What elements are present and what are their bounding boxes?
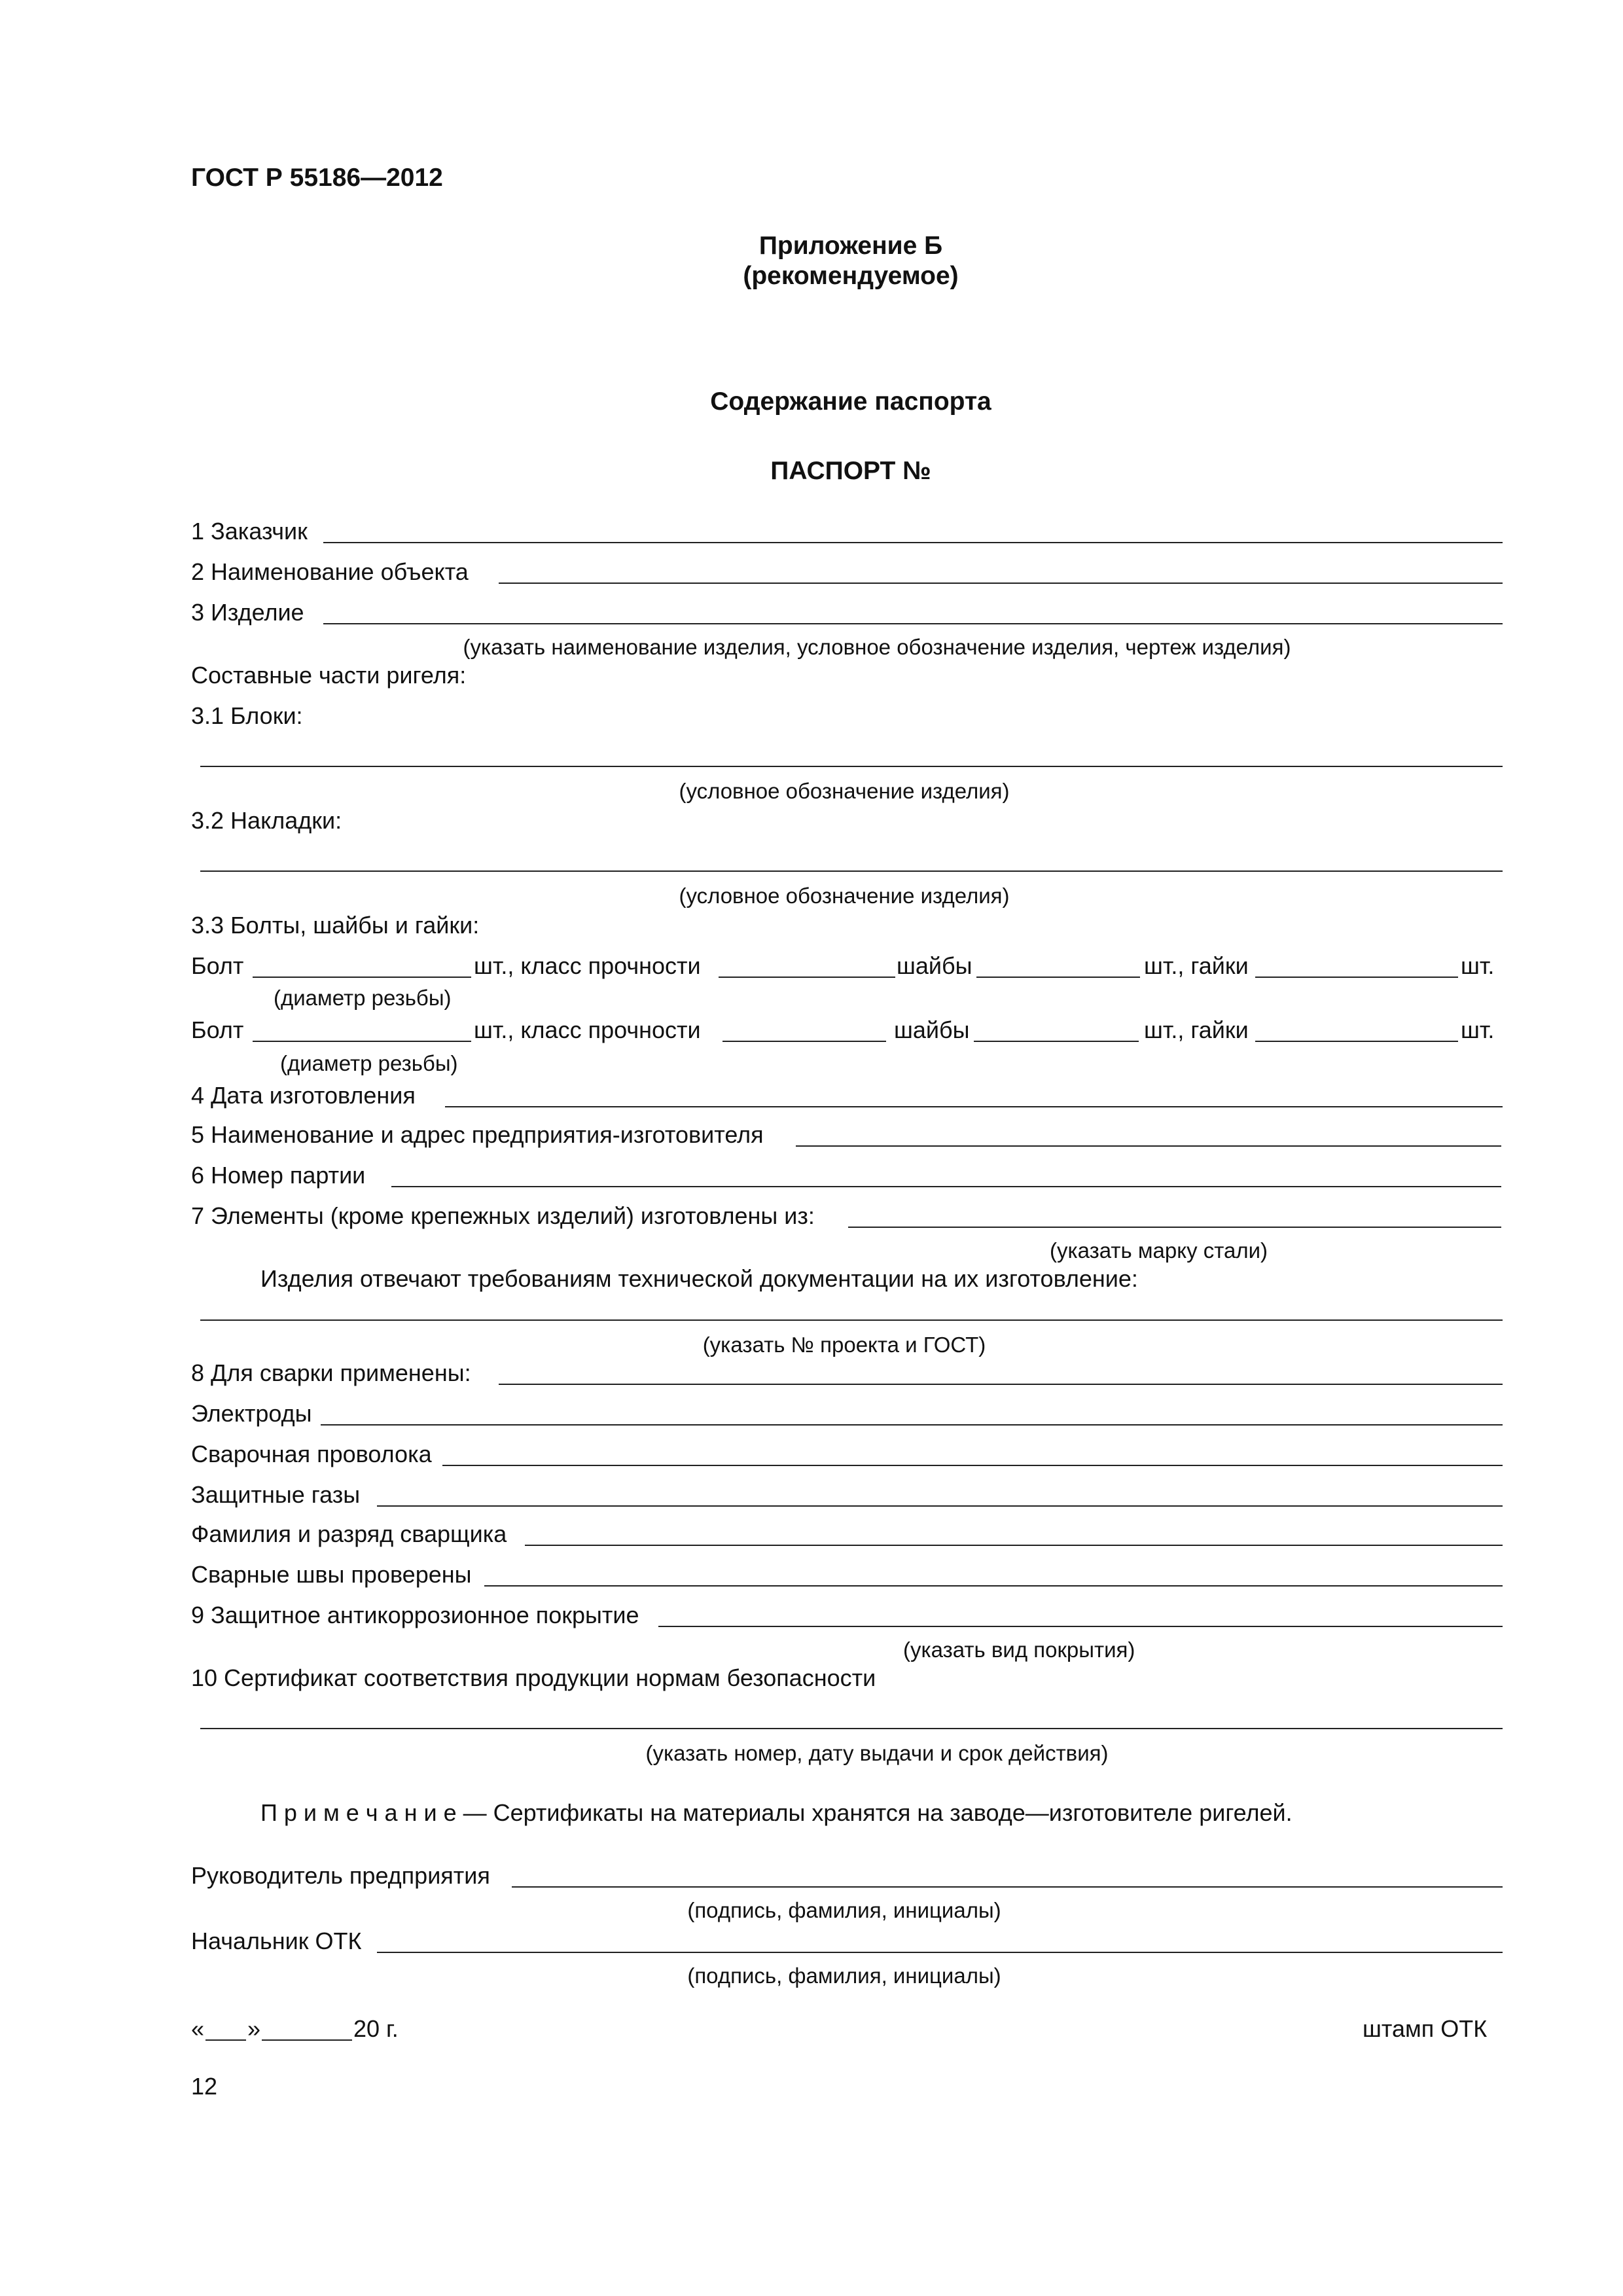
passport-title: ПАСПОРТ №: [770, 457, 931, 485]
note-text: — Сертификаты на материалы хранятся на заводе—изготовителе ригелей.: [456, 1799, 1293, 1826]
head-label: Руководитель предприятия: [191, 1862, 490, 1889]
field-date-line[interactable]: [445, 1106, 1503, 1107]
date-year: 20 г.: [353, 2015, 399, 2042]
bolt-pcs-class-1: шт., класс прочности: [474, 952, 701, 979]
field-plates-hint: (условное обозначение изделия): [679, 884, 1010, 908]
conformity-hint: (указать № проекта и ГОСТ): [702, 1333, 986, 1357]
field-object-line[interactable]: [499, 583, 1503, 584]
field-batch-label: 6 Номер партии: [191, 1162, 366, 1189]
field-wire-line[interactable]: [442, 1465, 1503, 1466]
field-electrodes-line[interactable]: [321, 1424, 1503, 1426]
field-product-line[interactable]: [323, 623, 1503, 624]
bolt-diameter-line-2[interactable]: [253, 1041, 471, 1042]
nuts-pcs-2: шт.: [1461, 1016, 1495, 1043]
field-coating-hint: (указать вид покрытия): [903, 1638, 1135, 1662]
conformity-text: Изделия отвечают требованиям технической документации на их изготовление:: [260, 1265, 1138, 1292]
field-gases-line[interactable]: [377, 1505, 1503, 1507]
bolt-diameter-hint-2: (диаметр резьбы): [280, 1051, 458, 1075]
bolt-class-line-2[interactable]: [722, 1041, 886, 1042]
appendix-status: (рекомендуемое): [743, 262, 959, 290]
field-batch-line[interactable]: [391, 1186, 1501, 1187]
date-day-line[interactable]: [205, 2039, 246, 2041]
nuts-pcs-1: шт.: [1461, 952, 1495, 979]
field-plates-label: 3.2 Накладки:: [191, 807, 342, 834]
field-manufacturer-label: 5 Наименование и адрес предприятия-изготовителя: [191, 1121, 764, 1148]
field-blocks-line[interactable]: [200, 766, 1503, 767]
field-certificate-line[interactable]: [200, 1728, 1503, 1729]
date-quote-close: »: [247, 2015, 261, 2042]
nuts-line-2[interactable]: [1255, 1041, 1458, 1042]
date-month-line[interactable]: [262, 2039, 352, 2041]
nuts-label-2: шт., гайки: [1144, 1016, 1249, 1043]
note: [260, 1801, 1293, 1825]
head-hint: (подпись, фамилия, инициалы): [687, 1898, 1001, 1922]
conformity-line[interactable]: [200, 1319, 1503, 1321]
bolt-pcs-class-2: шт., класс прочности: [474, 1016, 701, 1043]
field-blocks-hint: (условное обозначение изделия): [679, 779, 1010, 803]
field-welding-line[interactable]: [499, 1384, 1503, 1385]
field-gases-label: Защитные газы: [191, 1481, 361, 1508]
field-welding-label: 8 Для сварки применены:: [191, 1359, 471, 1386]
head-signature-line[interactable]: [512, 1886, 1503, 1888]
qc-hint: (подпись, фамилия, инициалы): [687, 1964, 1001, 1988]
field-coating-label: 9 Защитное антикоррозионное покрытие: [191, 1602, 639, 1628]
field-object-label: 2 Наименование объекта: [191, 558, 469, 585]
washers-line-2[interactable]: [974, 1041, 1139, 1042]
qc-signature-line[interactable]: [377, 1952, 1503, 1953]
washers-label-2: шайбы: [894, 1016, 970, 1043]
appendix-label: Приложение Б: [758, 232, 943, 260]
field-coating-line[interactable]: [658, 1626, 1503, 1627]
bolt-label-2: Болт: [191, 1016, 244, 1043]
field-plates-line[interactable]: [200, 870, 1503, 872]
field-seams-label: Сварные швы проверены: [191, 1561, 472, 1588]
field-manufacturer-line[interactable]: [796, 1145, 1501, 1147]
bolt-diameter-line-1[interactable]: [253, 977, 471, 978]
nuts-line-1[interactable]: [1255, 977, 1458, 978]
field-date-label: 4 Дата изготовления: [191, 1082, 416, 1109]
qc-stamp: штамп ОТК: [1363, 2015, 1488, 2042]
field-seams-line[interactable]: [484, 1585, 1503, 1587]
field-material-label: 7 Элементы (кроме крепежных изделий) изготовлены из:: [191, 1202, 815, 1229]
bolt-class-line-1[interactable]: [719, 977, 895, 978]
field-electrodes-label: Электроды: [191, 1400, 312, 1427]
field-wire-label: Сварочная проволока: [191, 1441, 432, 1467]
field-blocks-label: 3.1 Блоки:: [191, 702, 303, 729]
page-number: 12: [191, 2073, 218, 2100]
field-customer-label: 1 Заказчик: [191, 518, 308, 545]
date-quote-open: «: [191, 2015, 205, 2042]
field-material-hint: (указать марку стали): [1050, 1238, 1268, 1263]
parts-label: Составные части ригеля:: [191, 662, 467, 689]
field-welder-line[interactable]: [525, 1545, 1503, 1546]
field-product-hint: (указать наименование изделия, условное обозначение изделия, чертеж изделия): [463, 635, 1291, 659]
washers-line-1[interactable]: [976, 977, 1140, 978]
nuts-label-1: шт., гайки: [1144, 952, 1249, 979]
field-welder-label: Фамилия и разряд сварщика: [191, 1520, 507, 1547]
qc-label: Начальник ОТК: [191, 1928, 362, 1954]
field-certificate-label: 10 Сертификат соответствия продукции нормам безопасности: [191, 1664, 876, 1691]
washers-label-1: шайбы: [897, 952, 972, 979]
field-customer-line[interactable]: [323, 542, 1503, 543]
section-title: Содержание паспорта: [710, 387, 991, 416]
field-product-label: 3 Изделие: [191, 599, 304, 626]
bolt-label-1: Болт: [191, 952, 244, 979]
bolt-diameter-hint-1: (диаметр резьбы): [274, 986, 452, 1010]
field-certificate-hint: (указать номер, дату выдачи и срок действия): [645, 1741, 1109, 1765]
field-material-line[interactable]: [848, 1227, 1501, 1228]
standard-number: ГОСТ Р 55186—2012: [191, 164, 443, 192]
note-label: П р и м е ч а н и е: [260, 1799, 457, 1826]
field-fasteners-label: 3.3 Болты, шайбы и гайки:: [191, 912, 480, 939]
